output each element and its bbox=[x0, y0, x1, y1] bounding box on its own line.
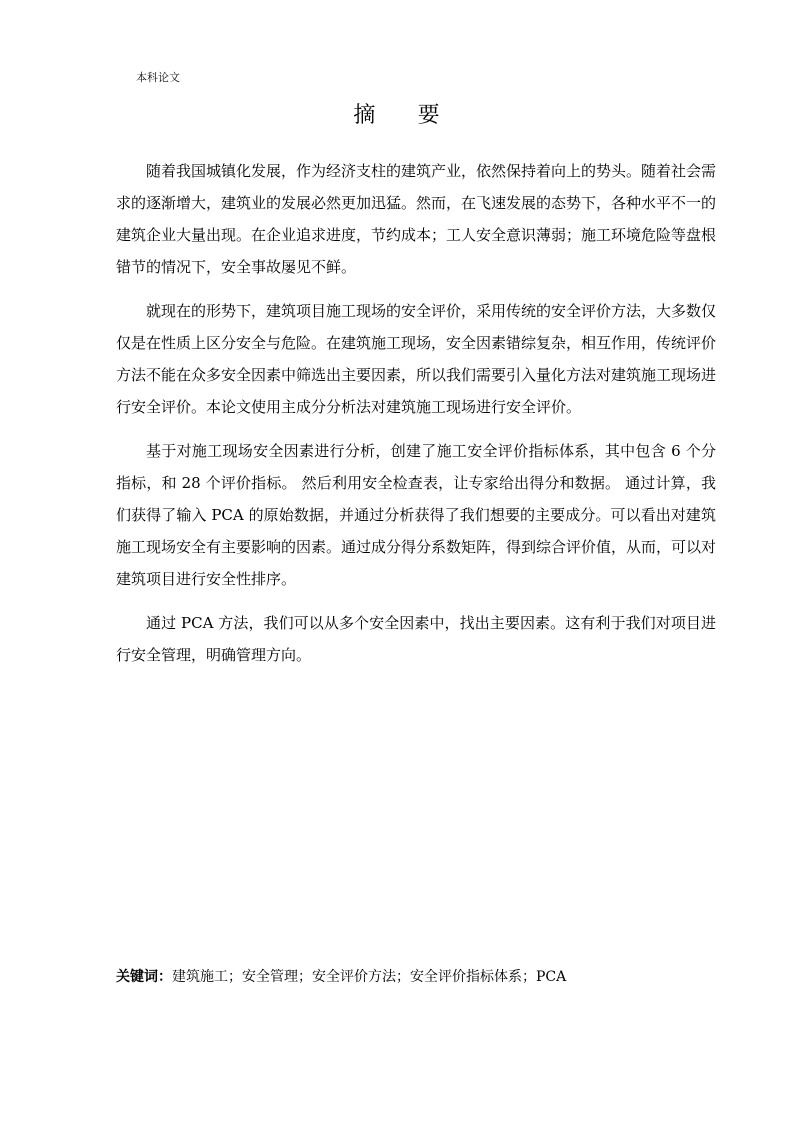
keywords-line bbox=[116, 968, 716, 986]
abstract-paragraph-2: 就现在的形势下，建筑项目施工现场的安全评价，采用传统的安全评价方法，大多数仅仅是在性质上区分安全与危险。在建筑施工现场，安全因素错综复杂，相互作用，传统评价方法不能在众多安全因素中筛选出主要因素，所以我们需要引入量化方法对建筑施工现场进行安全评价。本论文使用主成分分析法对建筑施工现场进行安全评价。 bbox=[116, 302, 717, 416]
abstract-body bbox=[116, 155, 716, 683]
running-header: 本科论文 bbox=[136, 71, 180, 84]
abstract-paragraph-4: 通过 PCA 方法，我们可以从多个安全因素中，找出主要因素。这有利于我们对项目进行安全管理，明确管理方向。 bbox=[116, 614, 716, 664]
abstract-paragraph-1: 随着我国城镇化发展，作为经济支柱的建筑产业，依然保持着向上的势头。随着社会需求的逐渐增大，建筑业的发展必然更加迅猛。然而，在飞速发展的态势下，各种水平不一的建筑企业大量出现。在企业追求进度，节约成本；工人安全意识薄弱；施工环境危险等盘根错节的情况下，安全事故屡见不鲜。 bbox=[116, 162, 717, 276]
keywords-label: 关键词： bbox=[116, 969, 172, 985]
abstract-paragraph-3: 基于对施工现场安全因素进行分析，创建了施工安全评价指标体系，其中包含 6 个分指标，和 28 个评价指标。 然后利用安全检查表，让专家给出得分和数据。 通过计算，我们获得了输入 PCA 的原始数据，并通过分析获得了我们想要的主要成分。可以看出对建筑施工现场安全有主要影响的因素。通过成分得分系数矩阵，得到综合评价值，从而，可以对建筑项目进行安全性排序。 bbox=[116, 442, 717, 588]
abstract-title: 摘 要 bbox=[353, 103, 458, 128]
keywords-text: 建筑施工；安全管理；安全评价方法；安全评价指标体系；PCA bbox=[172, 969, 567, 985]
